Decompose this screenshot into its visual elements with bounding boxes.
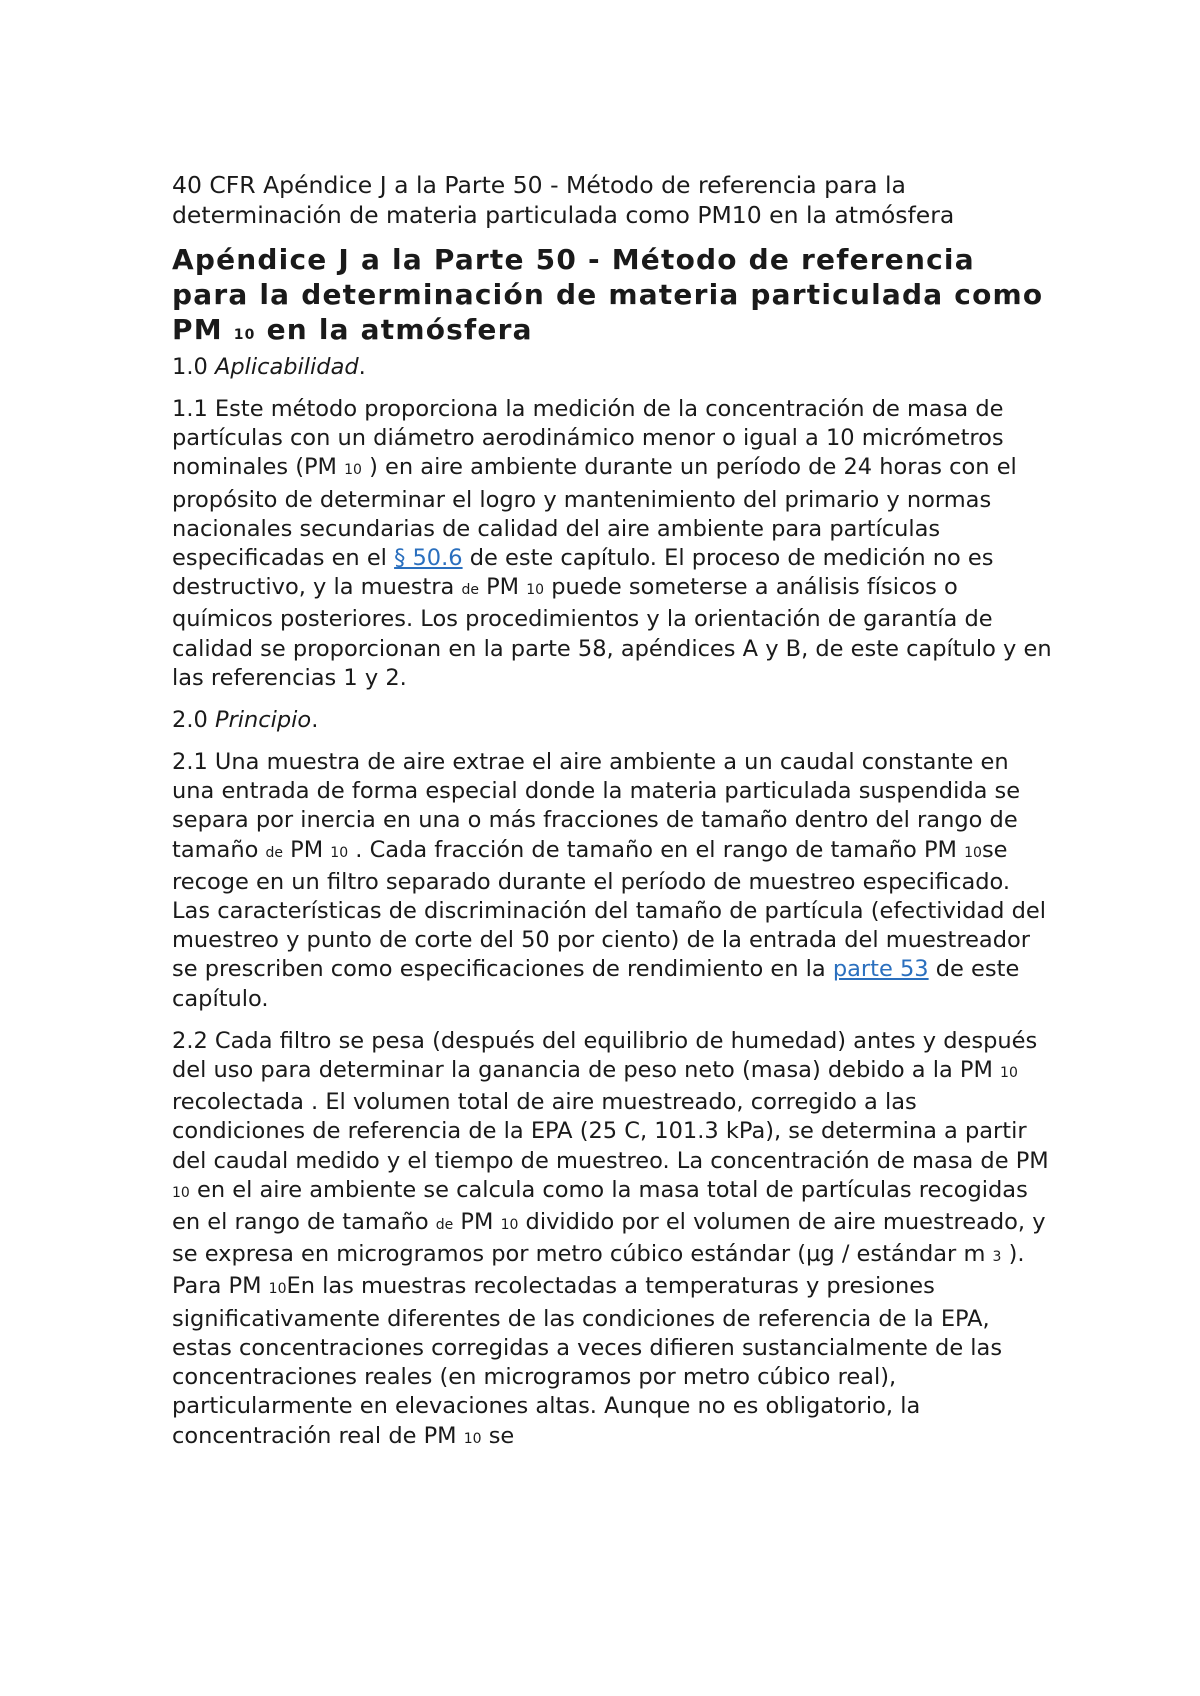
pm10-subscript: 10 [500,1217,519,1234]
pm10-subscript: 10 [526,582,545,599]
small-de-text: de [265,844,283,861]
section-2-heading [172,706,1052,735]
pm10-subscript: 10 [330,844,349,861]
cubic-subscript: 3 [992,1249,1002,1266]
p2-2-text-1: 2.2 Cada filtro se pesa (después del equilibrio de humedad) antes y después del uso para determinar la ganancia de peso neto (masa) debido a la PM [172,1027,1038,1084]
heading-text-end: en la atmósfera [255,313,533,346]
pm10-subscript: 10 [172,1184,190,1201]
p2-2-text-2: recolectada . El volumen total de aire muestreado, corregido a las condiciones de referencia de la EPA (25 C, 101.3 kPa), se determina a partir del caudal medido y el tiempo de muestreo. La concentración de masa de PM [172,1089,1049,1174]
p1-1-text-1: 1.1 Este método proporciona la medición de la concentración de masa de partículas con un diámetro aerodinámico menor o igual a 10 micrómetros nominales (PM [172,396,1004,481]
document-title: 40 CFR Apéndice J a la Parte 50 - Método de referencia para la determinación de materia particulada como PM10 en la atmósfera [172,171,955,229]
small-de-text: de [461,582,479,599]
heading-text: Apéndice J a la Parte 50 - Método de referencia para la determinación de materia particulada como PM [172,243,1044,346]
p2-1-text-5: de este capítulo. [172,956,1020,1012]
pm10-subscript: 10 [344,462,362,479]
link-section-50-6[interactable]: § 50.6 [394,545,463,572]
link-part-53[interactable]: parte 53 [832,956,929,983]
section-1-heading [172,353,1052,382]
section-1-title: Aplicabilidad [214,354,359,380]
document-page [172,170,1052,1467]
p1-1-text-3: de este capítulo. El proceso de medición no es destructivo, y la muestra [172,545,994,601]
appendix-heading [172,242,1052,353]
paragraph-2-1 [172,748,1052,1014]
section-2-dot: . [311,707,319,734]
p2-1-text-2: PM [283,836,331,863]
paragraph-1-1 [172,395,1052,693]
section-1-dot: . [358,354,366,380]
paragraph-2-2 [172,1027,1052,1454]
p2-1-text-1: 2.1 Una muestra de aire extrae el aire ambiente a un caudal constante en una entrada de forma especial donde la materia particulada suspendida se separa por inercia en una o más fracciones de tamaño dentro del rango de tamaño [172,749,1021,863]
small-de-text: de [435,1217,454,1234]
p1-1-text-5: puede someterse a análisis físicos o químicos posteriores. Los procedimientos y la orientación de garantía de calidad se proporcionan en la parte 58, apéndices A y B, de este capítulo y en las referencias 1 y 2. [172,574,1052,691]
p2-2-text-5: dividido por el volumen de aire muestreado, y se expresa en microgramos por metro cúbico estándar (µg / estándar m [172,1209,1046,1268]
section-1-number: 1.0 [172,354,215,380]
p2-2-text-4: PM [453,1209,501,1236]
heading-subscript: 10 [233,327,256,343]
section-2-title: Principio [214,707,312,734]
section-2-number: 2.0 [172,707,215,734]
pm10-subscript: 10 [268,1281,287,1298]
p2-2-text-8: se [481,1422,515,1449]
p2-2-text-3: en el aire ambiente se calcula como la masa total de partículas recogidas en el rango de tamaño [172,1176,1028,1236]
p1-1-text-2: ) en aire ambiente durante un período de 24 horas con el propósito de determinar el logro y mantenimiento del primario y normas nacionales secundarias de calidad del aire ambiente para partículas especificadas en el [172,454,1017,572]
p2-1-text-4: se recoge en un filtro separado durante el período de muestreo especificado. Las características de discriminación del tamaño de partícula (efectividad del muestreo y punto de corte del 50 por ciento) de la entrada del muestreador se prescriben como especificaciones de rendimiento en la [172,836,1046,983]
p2-1-text-3: . Cada fracción de tamaño en el rango de tamaño PM [348,836,965,863]
pm10-subscript: 10 [964,844,982,861]
p2-2-text-6: ). Para PM [172,1241,1025,1300]
p2-2-text-7: En las muestras recolectadas a temperaturas y presiones significativamente diferentes de las condiciones de referencia de la EPA, estas concentraciones corregidas a veces difieren sustancialmente de las concentraciones reales (en microgramos por metro cúbico real), particularmente en elevaciones altas. Aunque no es obligatorio, la concentración real de PM [172,1273,1003,1449]
pm10-subscript: 10 [463,1430,482,1447]
p1-1-text-4: PM [478,574,527,601]
pm10-subscript: 10 [1000,1065,1018,1082]
